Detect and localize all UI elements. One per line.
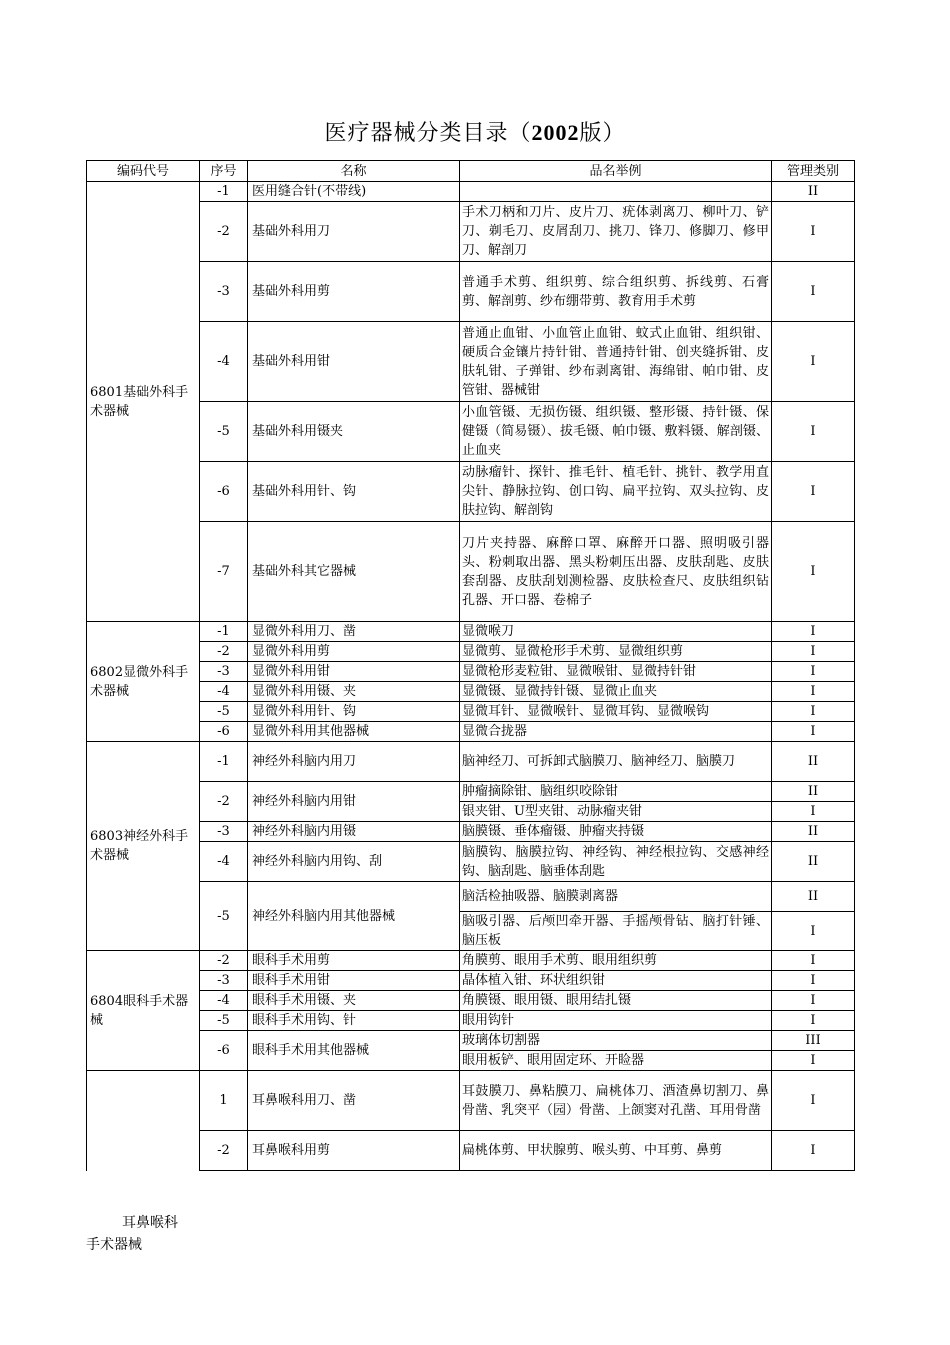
category-code-cell [87, 1071, 200, 1171]
examples-cell: 显微耳针、显微喉针、显微耳钩、显微喉钩 [460, 702, 772, 722]
name-cell: 基础外科用刀 [248, 202, 460, 262]
table-row [87, 462, 855, 522]
table-row [87, 1071, 855, 1131]
seq-cell: -3 [200, 971, 248, 991]
table-row [87, 951, 855, 971]
name-cell: 眼科手术用剪 [248, 951, 460, 971]
examples-cell: 显微镊、显微持针镊、显微止血夹 [460, 682, 772, 702]
name-cell: 神经外科脑内用镊 [248, 822, 460, 842]
class-cell: I [772, 322, 855, 402]
category-code-cell: 6804眼科手术器械 [87, 951, 200, 1071]
document-title [0, 116, 950, 147]
seq-cell: 1 [200, 1071, 248, 1131]
name-cell: 眼科手术用钩、针 [248, 1011, 460, 1031]
table-row [87, 202, 855, 262]
class-cell: I [772, 462, 855, 522]
seq-cell: -3 [200, 262, 248, 322]
examples-cell: 脑膜钩、脑膜拉钩、神经钩、神经根拉钩、交感神经钩、脑刮匙、脑垂体刮匙 [460, 842, 772, 882]
seq-cell: -4 [200, 682, 248, 702]
examples-cell: 玻璃体切割器 [460, 1031, 772, 1051]
seq-cell: -4 [200, 322, 248, 402]
class-cell: I [772, 1051, 855, 1071]
title-main: 医疗器械分类目录（ [324, 121, 532, 146]
table-row [87, 322, 855, 402]
name-cell: 神经外科脑内用钳 [248, 782, 460, 822]
class-cell: I [772, 991, 855, 1011]
header-seq: 序号 [200, 161, 248, 182]
examples-cell: 脑吸引器、后颅凹牵开器、手摇颅骨钻、脑打针锤、脑压板 [460, 912, 772, 951]
class-cell: III [772, 1031, 855, 1051]
table-row [87, 682, 855, 702]
examples-cell: 角膜镊、眼用镊、眼用结扎镊 [460, 991, 772, 1011]
class-cell: I [772, 702, 855, 722]
catalog-body [87, 182, 855, 1171]
header-name: 名称 [248, 161, 460, 182]
seq-cell: -5 [200, 702, 248, 722]
examples-cell: 眼用钩针 [460, 1011, 772, 1031]
class-cell: I [772, 1071, 855, 1131]
table-row [87, 822, 855, 842]
name-cell: 显微外科用剪 [248, 642, 460, 662]
name-cell: 眼科手术用镊、夹 [248, 991, 460, 1011]
header-code: 编码代号 [87, 161, 200, 182]
table-row [87, 402, 855, 462]
examples-cell: 脑活检抽吸器、脑膜剥离器 [460, 882, 772, 912]
header-class: 管理类别 [772, 161, 855, 182]
class-cell: II [772, 822, 855, 842]
seq-cell: -2 [200, 1131, 248, 1171]
examples-cell: 显微喉刀 [460, 622, 772, 642]
seq-cell: -7 [200, 522, 248, 622]
name-cell: 耳鼻喉科用刀、凿 [248, 1071, 460, 1131]
examples-cell: 普通止血钳、小血管止血钳、蚊式止血钳、组织钳、硬质合金镶片持针钳、普通持针钳、创夹缝拆钳、皮肤轧钳、子弹钳、纱布剥离钳、海绵钳、帕巾钳、皮管钳、器械钳 [460, 322, 772, 402]
examples-cell: 小血管镊、无损伤镊、组织镊、整形镊、持针镊、保健镊（简易镊）、拔毛镊、帕巾镊、敷料镊、解剖镊、止血夹 [460, 402, 772, 462]
table-row [87, 1011, 855, 1031]
seq-cell: -2 [200, 202, 248, 262]
title-year: 2002 [531, 120, 580, 145]
examples-cell: 普通手术剪、组织剪、综合组织剪、拆线剪、石膏剪、解剖剪、纱布绷带剪、教育用手术剪 [460, 262, 772, 322]
header-examples: 品名举例 [460, 161, 772, 182]
class-cell: I [772, 642, 855, 662]
examples-cell: 扁桃体剪、甲状腺剪、喉头剪、中耳剪、鼻剪 [460, 1131, 772, 1171]
trailing-line-1: 耳鼻喉科 [122, 1215, 178, 1231]
seq-cell: -2 [200, 951, 248, 971]
seq-cell: -4 [200, 842, 248, 882]
table-row [87, 742, 855, 782]
examples-cell: 脑膜镊、垂体瘤镊、肿瘤夹持镊 [460, 822, 772, 842]
seq-cell: -2 [200, 782, 248, 822]
table-row [87, 722, 855, 742]
examples-cell: 银夹钳、U型夹钳、动脉瘤夹钳 [460, 802, 772, 822]
table-row [87, 702, 855, 722]
class-cell: I [772, 402, 855, 462]
examples-cell: 动脉瘤针、探针、推毛针、植毛针、挑针、教学用直尖针、静脉拉钩、创口钩、扁平拉钩、双头拉钩、皮肤拉钩、解剖钩 [460, 462, 772, 522]
examples-cell: 角膜剪、眼用手术剪、眼用组织剪 [460, 951, 772, 971]
examples-cell: 显微合拢器 [460, 722, 772, 742]
name-cell: 神经外科脑内用其他器械 [248, 882, 460, 951]
name-cell: 显微外科用镊、夹 [248, 682, 460, 702]
category-code-cell: 6802显微外科手术器械 [87, 622, 200, 742]
table-row [87, 842, 855, 882]
examples-cell: 耳鼓膜刀、鼻粘膜刀、扁桃体刀、酒渣鼻切割刀、鼻骨凿、乳突平（园）骨凿、上颌窦对孔凿、耳用骨凿 [460, 1071, 772, 1131]
name-cell: 眼科手术用其他器械 [248, 1031, 460, 1071]
table-row [87, 882, 855, 912]
seq-cell: -2 [200, 642, 248, 662]
name-cell: 眼科手术用钳 [248, 971, 460, 991]
seq-cell: -5 [200, 402, 248, 462]
class-cell: II [772, 842, 855, 882]
class-cell: I [772, 951, 855, 971]
seq-cell: -6 [200, 462, 248, 522]
seq-cell: -1 [200, 182, 248, 202]
seq-cell: -5 [200, 1011, 248, 1031]
name-cell: 显微外科用刀、凿 [248, 622, 460, 642]
table-row [87, 782, 855, 802]
table-row [87, 1031, 855, 1051]
class-cell: I [772, 1131, 855, 1171]
table-row [87, 622, 855, 642]
class-cell: I [772, 622, 855, 642]
examples-cell: 眼用板铲、眼用固定环、开睑器 [460, 1051, 772, 1071]
seq-cell: -6 [200, 1031, 248, 1071]
seq-cell: -3 [200, 662, 248, 682]
table-row [87, 991, 855, 1011]
name-cell: 显微外科用钳 [248, 662, 460, 682]
table-row [87, 642, 855, 662]
class-cell: I [772, 522, 855, 622]
class-cell: I [772, 802, 855, 822]
class-cell: I [772, 912, 855, 951]
name-cell: 基础外科用针、钩 [248, 462, 460, 522]
name-cell: 显微外科用针、钩 [248, 702, 460, 722]
table-row [87, 662, 855, 682]
examples-cell: 脑神经刀、可拆卸式脑膜刀、脑神经刀、脑膜刀 [460, 742, 772, 782]
name-cell: 基础外科用剪 [248, 262, 460, 322]
seq-cell: -4 [200, 991, 248, 1011]
header-row [87, 161, 855, 182]
class-cell: II [772, 882, 855, 912]
name-cell: 基础外科用钳 [248, 322, 460, 402]
name-cell: 神经外科脑内用钩、刮 [248, 842, 460, 882]
name-cell: 神经外科脑内用刀 [248, 742, 460, 782]
class-cell: II [772, 742, 855, 782]
table-row [87, 522, 855, 622]
class-cell: I [772, 1011, 855, 1031]
table-row [87, 262, 855, 322]
seq-cell: -5 [200, 882, 248, 951]
class-cell: I [772, 662, 855, 682]
catalog-table [86, 160, 855, 1171]
class-cell: I [772, 202, 855, 262]
title-suffix: 版） [579, 121, 626, 146]
seq-cell: -6 [200, 722, 248, 742]
name-cell: 显微外科用其他器械 [248, 722, 460, 742]
name-cell: 基础外科其它器械 [248, 522, 460, 622]
category-code-cell: 6803神经外科手术器械 [87, 742, 200, 951]
examples-cell [460, 182, 772, 202]
examples-cell: 肿瘤摘除钳、脑组织咬除钳 [460, 782, 772, 802]
name-cell: 医用缝合针(不带线) [248, 182, 460, 202]
examples-cell: 显微枪形麦粒钳、显微喉钳、显微持针钳 [460, 662, 772, 682]
class-cell: II [772, 782, 855, 802]
trailing-line-2: 手术器械 [86, 1237, 142, 1253]
examples-cell: 刀片夹持器、麻醉口罩、麻醉开口器、照明吸引器头、粉刺取出器、黑头粉刺压出器、皮肤刮匙、皮肤套刮器、皮肤刮划测检器、皮肤检查尺、皮肤组织钻孔器、开口器、卷棉子 [460, 522, 772, 622]
table-row [87, 182, 855, 202]
examples-cell: 手术刀柄和刀片、皮片刀、疣体剥离刀、柳叶刀、铲刀、剃毛刀、皮屑刮刀、挑刀、锋刀、修脚刀、修甲刀、解剖刀 [460, 202, 772, 262]
seq-cell: -1 [200, 742, 248, 782]
class-cell: I [772, 971, 855, 991]
class-cell: I [772, 262, 855, 322]
trailing-category-text [86, 1212, 178, 1256]
class-cell: II [772, 182, 855, 202]
table-row [87, 1131, 855, 1171]
name-cell: 基础外科用镊夹 [248, 402, 460, 462]
seq-cell: -1 [200, 622, 248, 642]
name-cell: 耳鼻喉科用剪 [248, 1131, 460, 1171]
examples-cell: 晶体植入钳、环状组织钳 [460, 971, 772, 991]
class-cell: I [772, 682, 855, 702]
table-row [87, 971, 855, 991]
seq-cell: -3 [200, 822, 248, 842]
class-cell: I [772, 722, 855, 742]
category-code-cell: 6801基础外科手术器械 [87, 182, 200, 622]
examples-cell: 显微剪、显微枪形手术剪、显微组织剪 [460, 642, 772, 662]
